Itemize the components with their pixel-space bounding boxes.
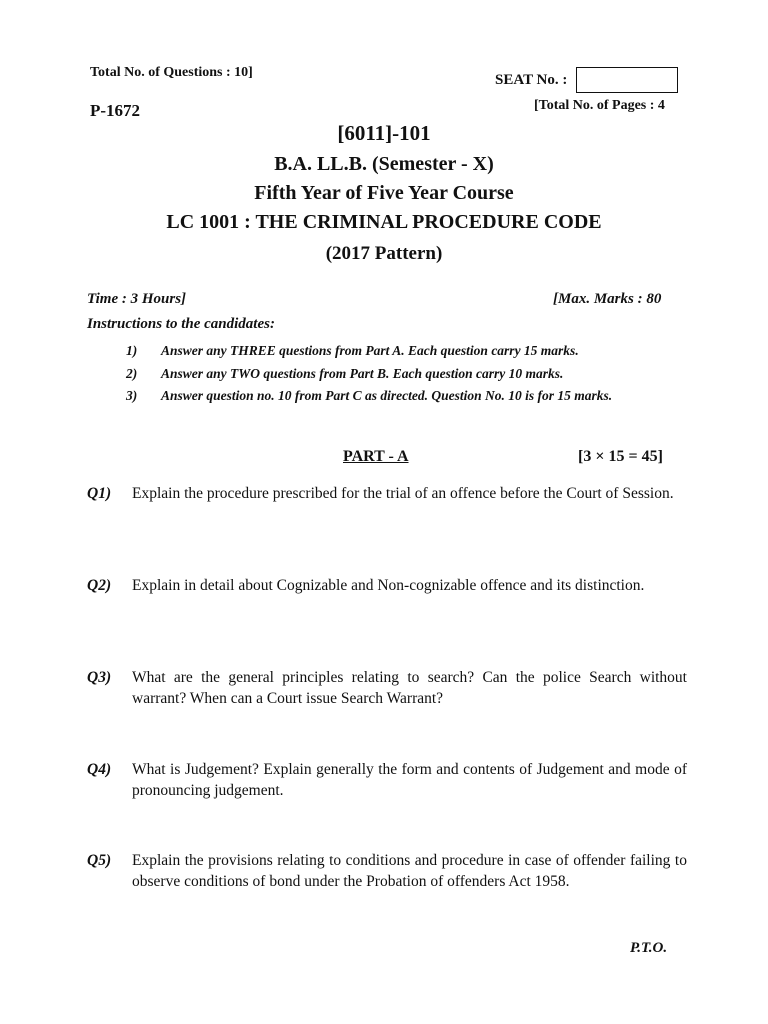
question-text: Explain the provisions relating to conditions and procedure in case of offender failing to observe conditions of bond under the Probation of offenders Act 1958.: [132, 852, 687, 890]
seat-number-box: [576, 67, 678, 93]
time-label: Time : 3 Hours]: [87, 291, 187, 307]
instruction-number: 2): [126, 366, 138, 381]
part-a-marks: [3 × 15 = 45]: [578, 448, 663, 465]
question-number: Q2): [87, 577, 112, 594]
total-pages-label: [Total No. of Pages : 4: [534, 98, 665, 113]
instruction-text: Answer question no. 10 from Part C as directed. Question No. 10 is for 15 marks.: [161, 388, 613, 403]
course-title: B.A. LL.B. (Semester - X): [274, 153, 494, 175]
question-number: Q4): [87, 761, 112, 778]
pto-label: P.T.O.: [630, 940, 668, 956]
pattern-label: (2017 Pattern): [325, 243, 443, 264]
question-text: Explain the procedure prescribed for the trial of an offence before the Court of Session.: [132, 485, 674, 502]
instruction-item: [126, 386, 686, 405]
total-questions-label: Total No. of Questions : 10]: [90, 65, 253, 80]
question-item: [87, 483, 687, 504]
instruction-number: 3): [126, 388, 138, 403]
subject-title: LC 1001 : THE CRIMINAL PROCEDURE CODE: [166, 211, 602, 233]
question-number: Q1): [87, 485, 112, 502]
instructions-title: Instructions to the candidates:: [87, 316, 275, 332]
question-text: What are the general principles relating to search? Can the police Search without warrant? When can a Court issue Search Warrant?: [132, 669, 687, 707]
question-number: Q3): [87, 669, 112, 686]
instruction-item: [126, 364, 686, 383]
instruction-item: [126, 341, 686, 360]
question-text: What is Judgement? Explain generally the form and contents of Judgement and mode of pronouncing judgement.: [132, 761, 687, 799]
question-item: [87, 759, 687, 801]
part-a-title: PART - A: [343, 448, 409, 465]
instruction-text: Answer any THREE questions from Part A. Each question carry 15 marks.: [161, 343, 579, 358]
question-item: [87, 575, 687, 596]
max-marks-label: [Max. Marks : 80: [553, 291, 662, 307]
question-item: [87, 667, 687, 709]
exam-code: [6011]-101: [337, 121, 431, 145]
course-year: Fifth Year of Five Year Course: [254, 182, 514, 204]
instruction-text: Answer any TWO questions from Part B. Each question carry 10 marks.: [161, 366, 564, 381]
question-text: Explain in detail about Cognizable and Non-cognizable offence and its distinction.: [132, 577, 645, 594]
paper-code: P-1672: [90, 101, 141, 120]
question-item: [87, 850, 687, 892]
instruction-number: 1): [126, 343, 138, 358]
question-number: Q5): [87, 852, 112, 869]
seat-number-label: SEAT No. :: [495, 72, 568, 88]
